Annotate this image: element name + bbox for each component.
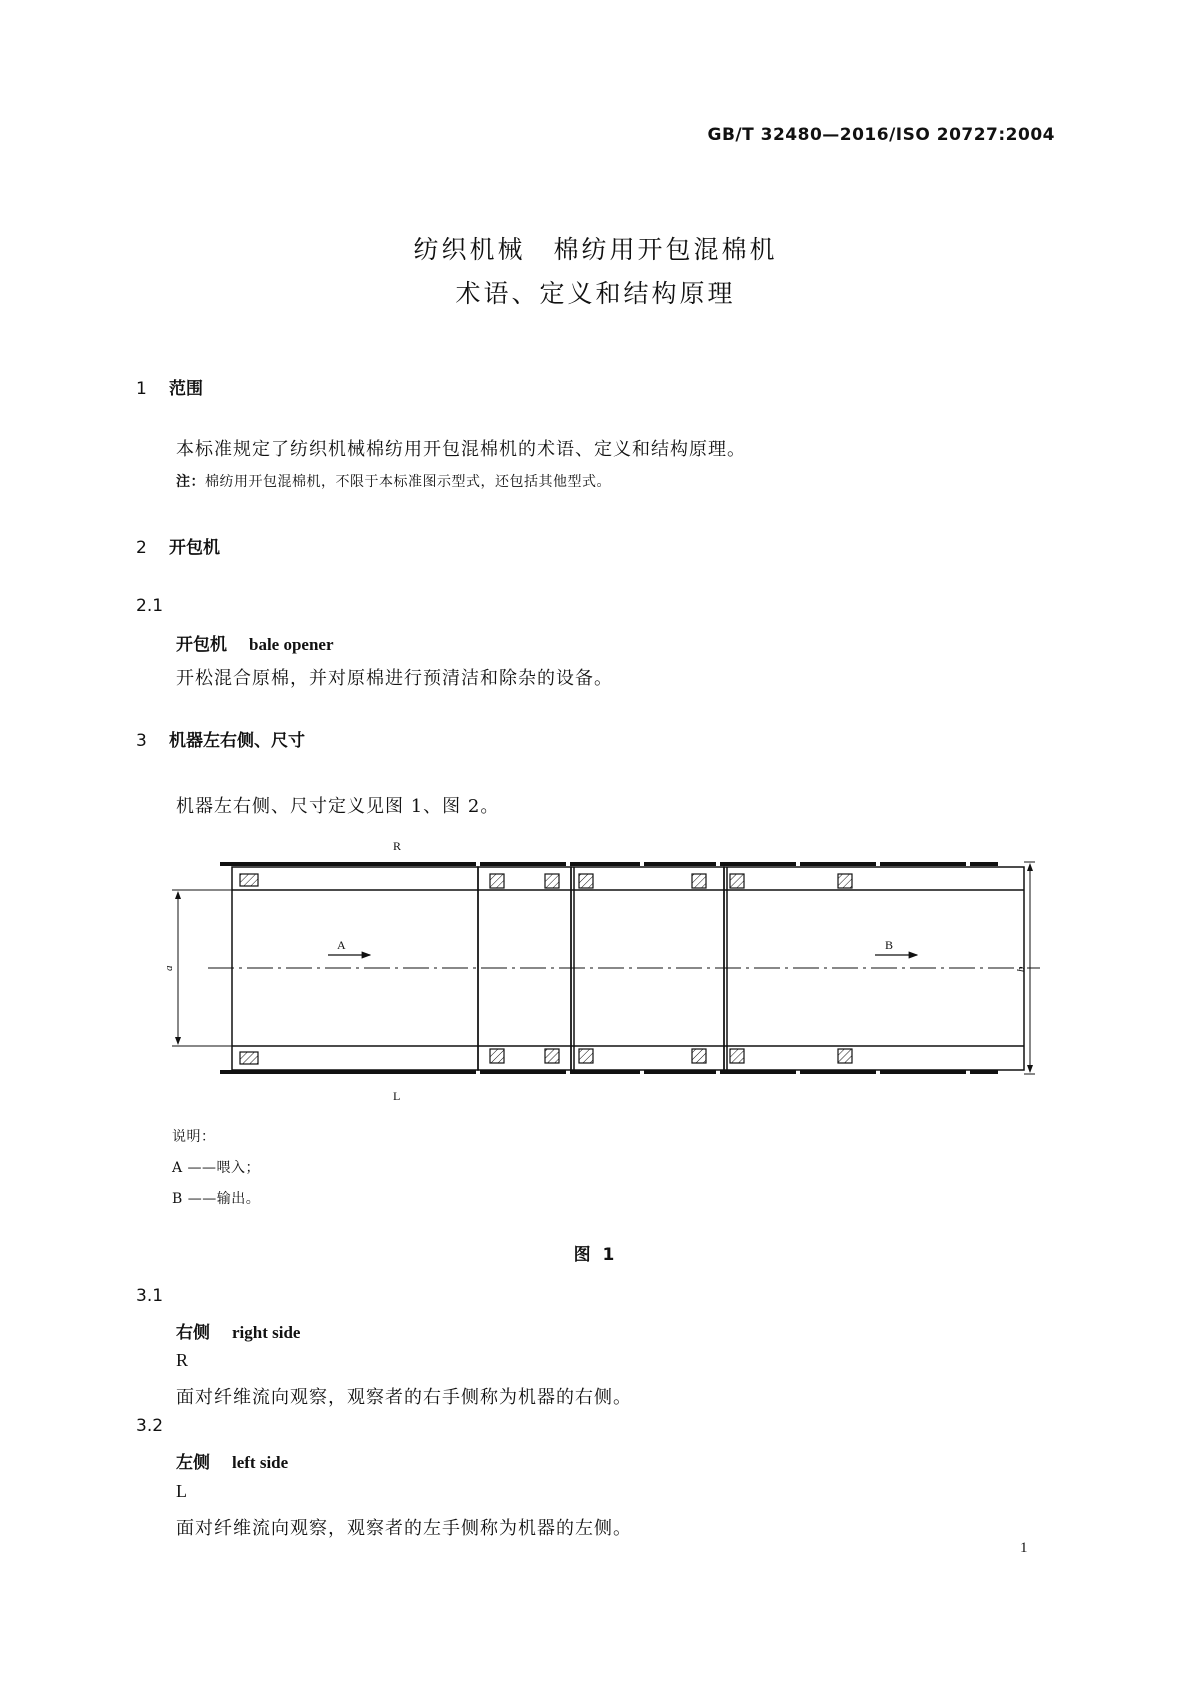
section-3-heading: 3 机器左右侧、尺寸 (136, 731, 305, 751)
legend-a: A ——喂入； (172, 1160, 261, 1176)
figure-label-a: A (337, 938, 346, 952)
clause-3-2-symbol: L (176, 1481, 187, 1501)
section-1-note: 注：棉纺用开包混棉机，不限于本标准图示型式，还包括其他型式。 (176, 474, 611, 490)
clause-2-1-term: 开包机 bale opener (176, 635, 334, 655)
legend-title: 说明： (172, 1129, 216, 1145)
section-3-text: 机器左右侧、尺寸定义见图 1、图 2。 (176, 796, 500, 817)
standard-code: GB/T 32480—2016/ISO 20727:2004 (707, 125, 1055, 145)
figure-1-diagram (160, 835, 1040, 1105)
clause-3-2-number: 3.2 (136, 1416, 164, 1436)
clause-3-2-term: 左侧 left side (176, 1453, 289, 1473)
clause-3-1-definition: 面对纤维流向观察，观察者的右手侧称为机器的右侧。 (176, 1387, 632, 1408)
section-2-heading: 2 开包机 (136, 538, 220, 558)
figure-label-l: L (393, 1089, 401, 1103)
section-1-heading: 1 范围 (136, 379, 203, 399)
figure-1-caption: 图 1 (573, 1245, 618, 1265)
bottom-hatched-blocks (240, 1049, 852, 1064)
clause-2-1-number: 2.1 (136, 596, 164, 616)
document-title-line-2: 术语、定义和结构原理 (455, 279, 736, 308)
clause-3-1-number: 3.1 (136, 1286, 164, 1306)
clause-2-1-definition: 开松混合原棉，并对原棉进行预清洁和除杂的设备。 (176, 668, 613, 689)
dimension-b-label: b (1015, 966, 1027, 972)
clause-3-1-symbol: R (176, 1350, 189, 1370)
dimension-a-label: a (163, 965, 175, 971)
figure-label-b: B (885, 938, 894, 952)
clause-3-1-term: 右侧 right side (176, 1323, 301, 1343)
top-hatched-blocks (240, 874, 852, 888)
page-number: 1 (1020, 1540, 1028, 1556)
clause-3-2-definition: 面对纤维流向观察，观察者的左手侧称为机器的左侧。 (176, 1518, 632, 1539)
figure-label-r: R (393, 839, 402, 853)
section-1-text: 本标准规定了纺织机械棉纺用开包混棉机的术语、定义和结构原理。 (176, 439, 746, 460)
document-title-line-1: 纺织机械 棉纺用开包混棉机 (413, 235, 778, 264)
legend-b: B ——输出。 (172, 1191, 261, 1207)
